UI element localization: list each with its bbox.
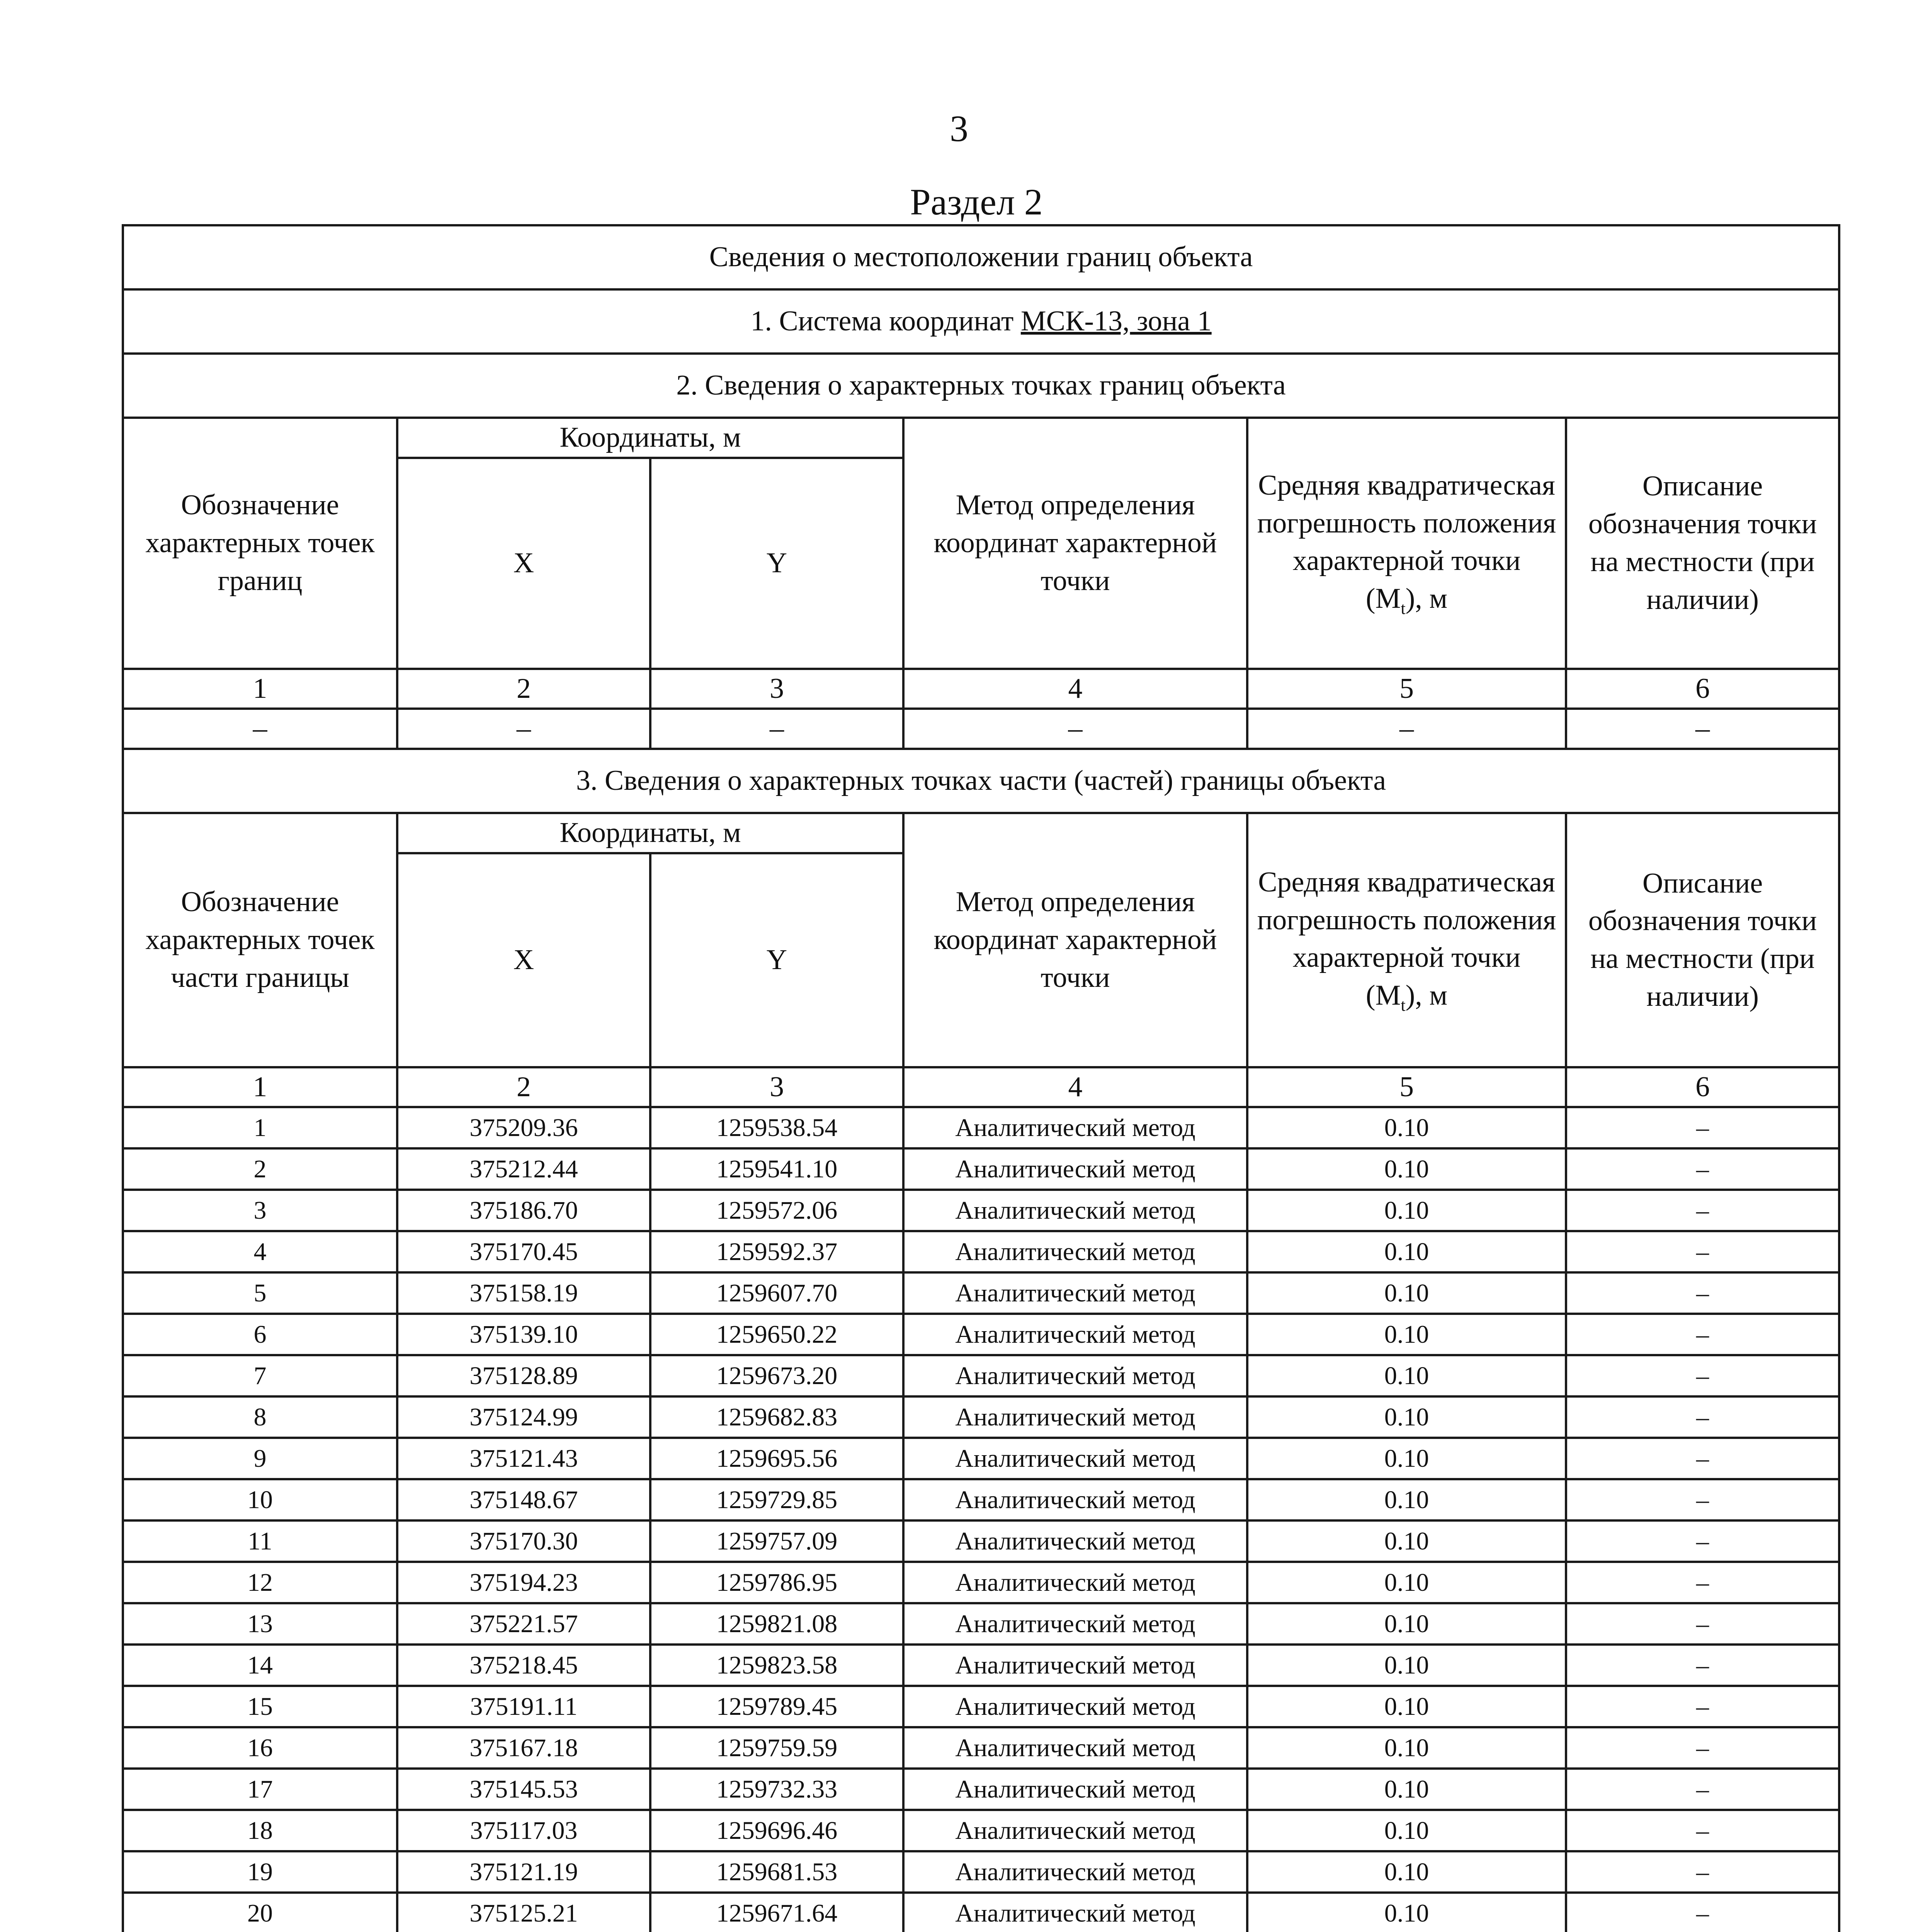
header-mean-error-subscript: t	[1401, 598, 1406, 618]
coordinate-y-cell: 1259572.06	[650, 1190, 903, 1231]
section2-empty-row	[123, 709, 1839, 749]
method-cell: Аналитический метод	[903, 1686, 1247, 1727]
method-cell: Аналитический метод	[903, 1727, 1247, 1769]
empty-cell: –	[1566, 709, 1839, 749]
method-cell: Аналитический метод	[903, 1396, 1247, 1438]
mean-error-cell: 0.10	[1247, 1769, 1566, 1810]
column-number: 1	[123, 669, 397, 709]
coordinate-y-cell: 1259821.08	[650, 1603, 903, 1645]
method-cell: Аналитический метод	[903, 1355, 1247, 1396]
table-row	[123, 1272, 1839, 1314]
coordinate-y-cell: 1259823.58	[650, 1645, 903, 1686]
header-description: Описание обозначения точки на местности (при наличии)	[1566, 418, 1839, 669]
mean-error-cell: 0.10	[1247, 1520, 1566, 1562]
coordinate-system-row	[123, 289, 1839, 354]
description-cell: –	[1566, 1107, 1839, 1148]
header-coordinates: Координаты, м	[397, 813, 903, 853]
point-number-cell: 8	[123, 1396, 397, 1438]
empty-cell: –	[903, 709, 1247, 749]
method-cell: Аналитический метод	[903, 1893, 1247, 1932]
header-mean-error-symbol: (M	[1365, 980, 1401, 1012]
description-cell: –	[1566, 1396, 1839, 1438]
column-number: 3	[650, 669, 903, 709]
table-row	[123, 1893, 1839, 1932]
mean-error-cell: 0.10	[1247, 1562, 1566, 1603]
column-number: 5	[1247, 669, 1566, 709]
mean-error-cell: 0.10	[1247, 1396, 1566, 1438]
method-cell: Аналитический метод	[903, 1107, 1247, 1148]
coordinate-x-cell: 375124.99	[397, 1396, 650, 1438]
coordinate-x-cell: 375148.67	[397, 1479, 650, 1520]
boundary-table	[122, 224, 1840, 1932]
table-title: Сведения о местоположении границ объекта	[123, 225, 1839, 289]
coordinate-y-cell: 1259682.83	[650, 1396, 903, 1438]
method-cell: Аналитический метод	[903, 1769, 1247, 1810]
method-cell: Аналитический метод	[903, 1438, 1247, 1479]
method-cell: Аналитический метод	[903, 1520, 1247, 1562]
table-row	[123, 1727, 1839, 1769]
coordinate-y-cell: 1259759.59	[650, 1727, 903, 1769]
point-number-cell: 4	[123, 1231, 397, 1272]
coordinate-system-value: МСК-13, зона 1	[1020, 305, 1212, 337]
section3-title: 3. Сведения о характерных точках части (частей) границы объекта	[123, 749, 1839, 813]
method-cell: Аналитический метод	[903, 1851, 1247, 1893]
coordinate-system-label: 1. Система координат	[750, 305, 1021, 337]
method-cell: Аналитический метод	[903, 1231, 1247, 1272]
description-cell: –	[1566, 1810, 1839, 1851]
header-y: Y	[650, 853, 903, 1067]
coordinate-y-cell: 1259695.56	[650, 1438, 903, 1479]
table-row	[123, 1438, 1839, 1479]
header-mean-error-unit: ), м	[1405, 980, 1448, 1012]
description-cell: –	[1566, 1645, 1839, 1686]
section-title: Раздел 2	[910, 181, 1043, 223]
point-number-cell: 12	[123, 1562, 397, 1603]
section2-title: 2. Сведения о характерных точках границ объекта	[123, 354, 1839, 418]
point-number-cell: 20	[123, 1893, 397, 1932]
mean-error-cell: 0.10	[1247, 1851, 1566, 1893]
coordinate-y-cell: 1259732.33	[650, 1769, 903, 1810]
description-cell: –	[1566, 1851, 1839, 1893]
section3-column-numbers	[123, 1067, 1839, 1107]
point-number-cell: 11	[123, 1520, 397, 1562]
description-cell: –	[1566, 1272, 1839, 1314]
header-mean-error-subscript: t	[1401, 995, 1406, 1015]
column-number: 4	[903, 1067, 1247, 1107]
table-title-row	[123, 225, 1839, 289]
description-cell: –	[1566, 1603, 1839, 1645]
coordinate-x-cell: 375121.43	[397, 1438, 650, 1479]
section2-title-row	[123, 354, 1839, 418]
header-description: Описание обозначения точки на местности (при наличии)	[1566, 813, 1839, 1067]
coordinate-y-cell: 1259789.45	[650, 1686, 903, 1727]
description-cell: –	[1566, 1479, 1839, 1520]
table-row	[123, 1645, 1839, 1686]
description-cell: –	[1566, 1520, 1839, 1562]
table-row	[123, 1107, 1839, 1148]
coordinate-x-cell: 375158.19	[397, 1272, 650, 1314]
table-row	[123, 1851, 1839, 1893]
mean-error-cell: 0.10	[1247, 1272, 1566, 1314]
header-x: X	[397, 458, 650, 669]
coordinate-system	[123, 289, 1839, 354]
coordinate-x-cell: 375170.30	[397, 1520, 650, 1562]
section2-header-row	[123, 418, 1839, 458]
column-number: 6	[1566, 669, 1839, 709]
method-cell: Аналитический метод	[903, 1645, 1247, 1686]
method-cell: Аналитический метод	[903, 1479, 1247, 1520]
point-number-cell: 15	[123, 1686, 397, 1727]
coordinate-x-cell: 375145.53	[397, 1769, 650, 1810]
coordinate-y-cell: 1259538.54	[650, 1107, 903, 1148]
point-number-cell: 16	[123, 1727, 397, 1769]
coordinate-x-cell: 375167.18	[397, 1727, 650, 1769]
description-cell: –	[1566, 1355, 1839, 1396]
header-y: Y	[650, 458, 903, 669]
coordinate-x-cell: 375121.19	[397, 1851, 650, 1893]
empty-cell: –	[397, 709, 650, 749]
table-row	[123, 1355, 1839, 1396]
empty-cell: –	[650, 709, 903, 749]
coordinate-y-cell: 1259696.46	[650, 1810, 903, 1851]
header-mean-error	[1247, 418, 1566, 669]
coordinate-x-cell: 375170.45	[397, 1231, 650, 1272]
column-number: 5	[1247, 1067, 1566, 1107]
coordinate-y-cell: 1259650.22	[650, 1314, 903, 1355]
description-cell: –	[1566, 1727, 1839, 1769]
description-cell: –	[1566, 1769, 1839, 1810]
mean-error-cell: 0.10	[1247, 1148, 1566, 1190]
mean-error-cell: 0.10	[1247, 1355, 1566, 1396]
table-row	[123, 1396, 1839, 1438]
point-number-cell: 7	[123, 1355, 397, 1396]
coordinate-x-cell: 375186.70	[397, 1190, 650, 1231]
mean-error-cell: 0.10	[1247, 1893, 1566, 1932]
table-row	[123, 1231, 1839, 1272]
description-cell: –	[1566, 1314, 1839, 1355]
column-number: 6	[1566, 1067, 1839, 1107]
section2-column-numbers	[123, 669, 1839, 709]
column-number: 3	[650, 1067, 903, 1107]
header-x: X	[397, 853, 650, 1067]
table-row	[123, 1562, 1839, 1603]
page-number: 3	[950, 108, 968, 149]
method-cell: Аналитический метод	[903, 1148, 1247, 1190]
column-number: 2	[397, 1067, 650, 1107]
coordinate-x-cell: 375212.44	[397, 1148, 650, 1190]
coordinate-x-cell: 375125.21	[397, 1893, 650, 1932]
coordinate-y-cell: 1259592.37	[650, 1231, 903, 1272]
coordinate-x-cell: 375117.03	[397, 1810, 650, 1851]
mean-error-cell: 0.10	[1247, 1603, 1566, 1645]
header-mean-error	[1247, 813, 1566, 1067]
description-cell: –	[1566, 1190, 1839, 1231]
boundary-table-body	[123, 225, 1839, 1932]
point-number-cell: 2	[123, 1148, 397, 1190]
description-cell: –	[1566, 1148, 1839, 1190]
header-method: Метод определения координат характерной точки	[903, 813, 1247, 1067]
description-cell: –	[1566, 1686, 1839, 1727]
point-number-cell: 6	[123, 1314, 397, 1355]
table-row	[123, 1603, 1839, 1645]
table-row	[123, 1769, 1839, 1810]
header-mean-error-text: Средняя квадратическая погрешность положения характерной точки	[1257, 866, 1556, 974]
table-row	[123, 1520, 1839, 1562]
mean-error-cell: 0.10	[1247, 1727, 1566, 1769]
mean-error-cell: 0.10	[1247, 1479, 1566, 1520]
header-point-designation: Обозначение характерных точек границ	[123, 418, 397, 669]
description-cell: –	[1566, 1562, 1839, 1603]
table-row	[123, 1810, 1839, 1851]
column-number: 4	[903, 669, 1247, 709]
coordinate-y-cell: 1259671.64	[650, 1893, 903, 1932]
point-number-cell: 13	[123, 1603, 397, 1645]
header-coordinates: Координаты, м	[397, 418, 903, 458]
coordinate-x-cell: 375221.57	[397, 1603, 650, 1645]
table-row	[123, 1479, 1839, 1520]
header-point-designation: Обозначение характерных точек части границы	[123, 813, 397, 1067]
header-mean-error-unit: ), м	[1405, 583, 1448, 615]
point-number-cell: 10	[123, 1479, 397, 1520]
coordinate-y-cell: 1259729.85	[650, 1479, 903, 1520]
description-cell: –	[1566, 1438, 1839, 1479]
method-cell: Аналитический метод	[903, 1603, 1247, 1645]
coordinate-x-cell: 375128.89	[397, 1355, 650, 1396]
point-number-cell: 19	[123, 1851, 397, 1893]
method-cell: Аналитический метод	[903, 1810, 1247, 1851]
table-row	[123, 1190, 1839, 1231]
header-mean-error-text: Средняя квадратическая погрешность положения характерной точки	[1257, 469, 1556, 577]
coordinate-x-cell: 375139.10	[397, 1314, 650, 1355]
mean-error-cell: 0.10	[1247, 1231, 1566, 1272]
method-cell: Аналитический метод	[903, 1562, 1247, 1603]
point-number-cell: 14	[123, 1645, 397, 1686]
description-cell: –	[1566, 1231, 1839, 1272]
point-number-cell: 18	[123, 1810, 397, 1851]
empty-cell: –	[123, 709, 397, 749]
table-row	[123, 1314, 1839, 1355]
method-cell: Аналитический метод	[903, 1272, 1247, 1314]
mean-error-cell: 0.10	[1247, 1190, 1566, 1231]
method-cell: Аналитический метод	[903, 1190, 1247, 1231]
header-mean-error-symbol: (M	[1365, 583, 1401, 615]
point-number-cell: 17	[123, 1769, 397, 1810]
coordinate-y-cell: 1259673.20	[650, 1355, 903, 1396]
coordinate-y-cell: 1259607.70	[650, 1272, 903, 1314]
coordinate-y-cell: 1259541.10	[650, 1148, 903, 1190]
coordinate-x-cell: 375194.23	[397, 1562, 650, 1603]
coordinate-x-cell: 375218.45	[397, 1645, 650, 1686]
mean-error-cell: 0.10	[1247, 1438, 1566, 1479]
coordinate-x-cell: 375209.36	[397, 1107, 650, 1148]
coordinate-y-cell: 1259681.53	[650, 1851, 903, 1893]
point-number-cell: 1	[123, 1107, 397, 1148]
table-row	[123, 1148, 1839, 1190]
description-cell: –	[1566, 1893, 1839, 1932]
mean-error-cell: 0.10	[1247, 1107, 1566, 1148]
coordinate-y-cell: 1259786.95	[650, 1562, 903, 1603]
header-method: Метод определения координат характерной точки	[903, 418, 1247, 669]
point-number-cell: 3	[123, 1190, 397, 1231]
mean-error-cell: 0.10	[1247, 1686, 1566, 1727]
mean-error-cell: 0.10	[1247, 1810, 1566, 1851]
point-number-cell: 5	[123, 1272, 397, 1314]
point-number-cell: 9	[123, 1438, 397, 1479]
method-cell: Аналитический метод	[903, 1314, 1247, 1355]
mean-error-cell: 0.10	[1247, 1314, 1566, 1355]
empty-cell: –	[1247, 709, 1566, 749]
table-row	[123, 1686, 1839, 1727]
section3-header-row	[123, 813, 1839, 853]
section3-title-row	[123, 749, 1839, 813]
mean-error-cell: 0.10	[1247, 1645, 1566, 1686]
column-number: 2	[397, 669, 650, 709]
coordinate-y-cell: 1259757.09	[650, 1520, 903, 1562]
column-number: 1	[123, 1067, 397, 1107]
coordinate-x-cell: 375191.11	[397, 1686, 650, 1727]
